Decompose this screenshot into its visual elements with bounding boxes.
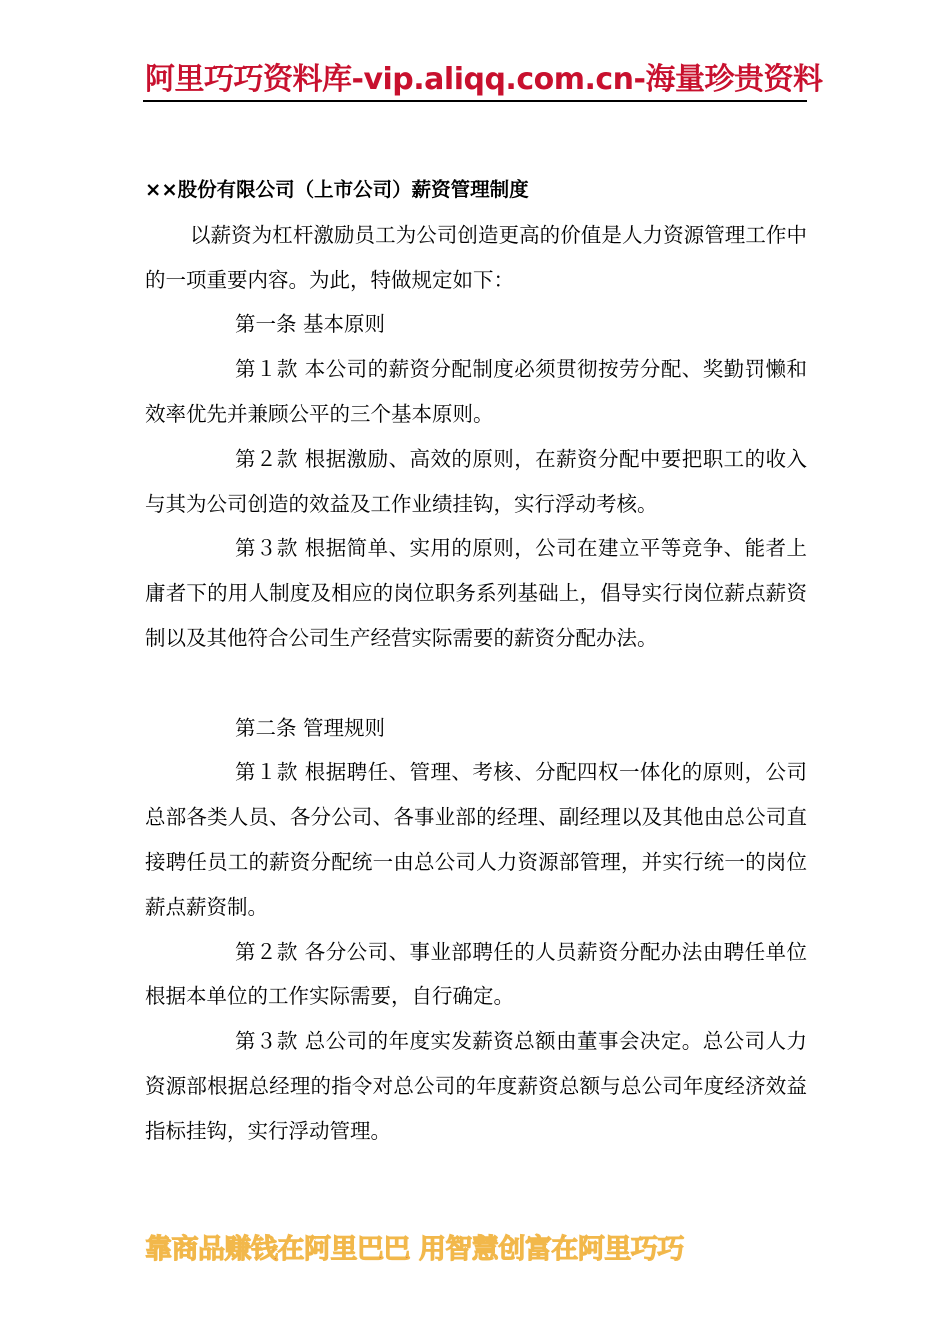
- clause-paragraph: 第１款 根据聘任、管理、考核、分配四权一体化的原则，公司总部各类人员、各分公司、各事业部的经理、副经理以及其他由总公司直接聘任员工的薪资分配统一由总公司人力资源部管理，并实行统一的岗位薪点薪资制。: [145, 760, 807, 919]
- clause-paragraph: 第３款 根据简单、实用的原则，公司在建立平等竞争、能者上庸者下的用人制度及相应的岗位职务系列基础上，倡导实行岗位薪点薪资制以及其他符合公司生产经营实际需要的薪资分配办法。: [145, 536, 807, 650]
- paragraph-spacer: [145, 661, 807, 706]
- clause-paragraph: 第１款 本公司的薪资分配制度必须贯彻按劳分配、奖勤罚懒和效率优先并兼顾公平的三个基本原则。: [145, 357, 807, 426]
- clause-paragraph: 第２款 根据激励、高效的原则，在薪资分配中要把职工的收入与其为公司创造的效益及工作业绩挂钩，实行浮动考核。: [145, 446, 807, 516]
- footer-slogan: 靠商品赚钱在阿里巴巴 用智慧创富在阿里巧巧: [145, 1234, 684, 1265]
- header-divider: [143, 100, 807, 102]
- clause-paragraph: 第３款 总公司的年度实发薪资总额由董事会决定。总公司人力资源部根据总经理的指令对总公司的年度薪资总额与总公司年度经济效益指标挂钩，实行浮动管理。: [145, 1029, 807, 1143]
- intro-paragraph: 以薪资为杠杆激励员工为公司创造更高的价值是人力资源管理工作中的一项重要内容。为此，特做规定如下：: [145, 222, 807, 292]
- document-body: [145, 168, 807, 1154]
- header-banner: 阿里巧巧资料库-vip.aliqq.com.cn-海量珍贵资料: [145, 62, 823, 97]
- clause-paragraph: 第２款 各分公司、事业部聘任的人员薪资分配办法由聘任单位根据本单位的工作实际需要，自行确定。: [145, 939, 807, 1009]
- document-title: ××股份有限公司（上市公司）薪资管理制度: [145, 178, 529, 201]
- article-heading: 第一条 基本原则: [235, 312, 386, 337]
- article-heading: 第二条 管理规则: [235, 715, 386, 740]
